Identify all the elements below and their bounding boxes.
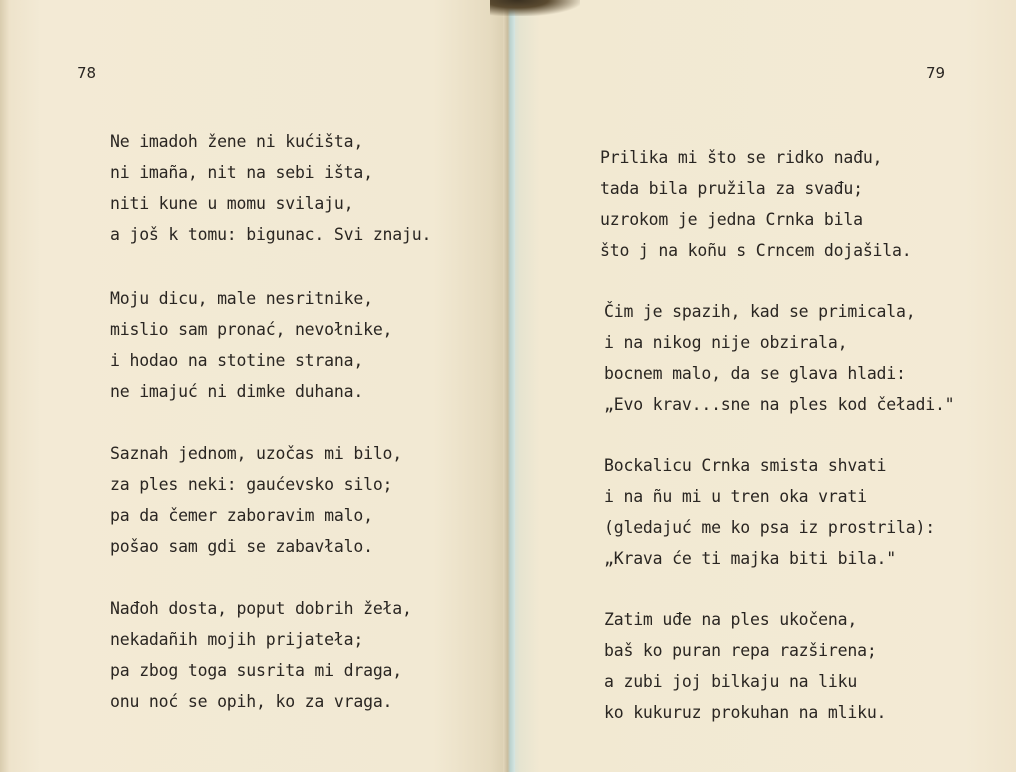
verse-line: Saznah jednom, uzočas mi bilo, — [110, 444, 403, 463]
stanza-8 — [604, 604, 886, 728]
verse-line: i na ñu mi u tren oka vrati — [604, 487, 867, 506]
stanza-1 — [110, 126, 431, 250]
verse-line: niti kune u momu svilaju, — [110, 194, 354, 213]
verse-line: i hodao na stotine strana, — [110, 351, 364, 370]
gutter-shadow — [490, 0, 580, 16]
page-edge-shadow — [0, 0, 10, 772]
verse-line: pošao sam gdi se zabavłalo. — [110, 537, 373, 556]
verse-line: pa zbog toga susrita mi draga, — [110, 661, 403, 680]
verse-line: „Krava će ti majka biti bila." — [604, 549, 897, 568]
verse-line: za ples neki: gaućevsko silo; — [110, 475, 393, 494]
right-page — [510, 0, 1016, 772]
verse-line: Bockalicu Crnka smista shvati — [604, 456, 887, 475]
verse-line: što j na koñu s Crncem dojašila. — [600, 241, 912, 260]
verse-line: tada bila pružila za svađu; — [600, 179, 863, 198]
stanza-7 — [604, 450, 935, 574]
verse-line: a zubi joj bilkaju na liku — [604, 672, 858, 691]
verse-line: bocnem malo, da se glava hladi: — [604, 364, 906, 383]
stanza-3 — [110, 438, 402, 562]
page-number-left: 78 — [77, 64, 97, 82]
stanza-2 — [110, 283, 392, 407]
stanza-6 — [604, 296, 954, 420]
verse-line: onu noć se opih, ko za vraga. — [110, 692, 393, 711]
verse-line: i na nikog nije obzirala, — [604, 333, 848, 352]
verse-line: baš ko puran repa razširena; — [604, 641, 877, 660]
verse-line: ko kukuruz prokuhan na mliku. — [604, 703, 887, 722]
verse-line: Prilika mi što se ridko nađu, — [600, 148, 883, 167]
verse-line: (gledajuć me ko psa iz prostrila): — [604, 518, 935, 537]
verse-line: Nađoh dosta, poput dobrih žeła, — [110, 599, 412, 618]
verse-line: Ne imadoh žene ni kućišta, — [110, 132, 364, 151]
verse-line: Zatim uđe na ples ukočena, — [604, 610, 858, 629]
page-number-right: 79 — [926, 64, 946, 82]
verse-line: ne imajuć ni dimke duhana. — [110, 382, 364, 401]
verse-line: pa da čemer zaboravim malo, — [110, 506, 373, 525]
verse-line: „Evo krav...sne na ples kod čeładi." — [604, 395, 955, 414]
verse-line: a još k tomu: bigunac. Svi znaju. — [110, 225, 432, 244]
stanza-5 — [600, 142, 911, 266]
verse-line: Moju dicu, male nesritnike, — [110, 289, 373, 308]
stanza-4 — [110, 593, 412, 717]
verse-line: Čim je spazih, kad se primicala, — [604, 302, 916, 321]
verse-line: ni imaña, nit na sebi išta, — [110, 163, 373, 182]
verse-line: mislio sam pronać, nevołnike, — [110, 320, 393, 339]
verse-line: uzrokom je jedna Crnka bila — [600, 210, 863, 229]
verse-line: nekadañih mojih prijateła; — [110, 630, 364, 649]
book-gutter — [503, 0, 515, 772]
